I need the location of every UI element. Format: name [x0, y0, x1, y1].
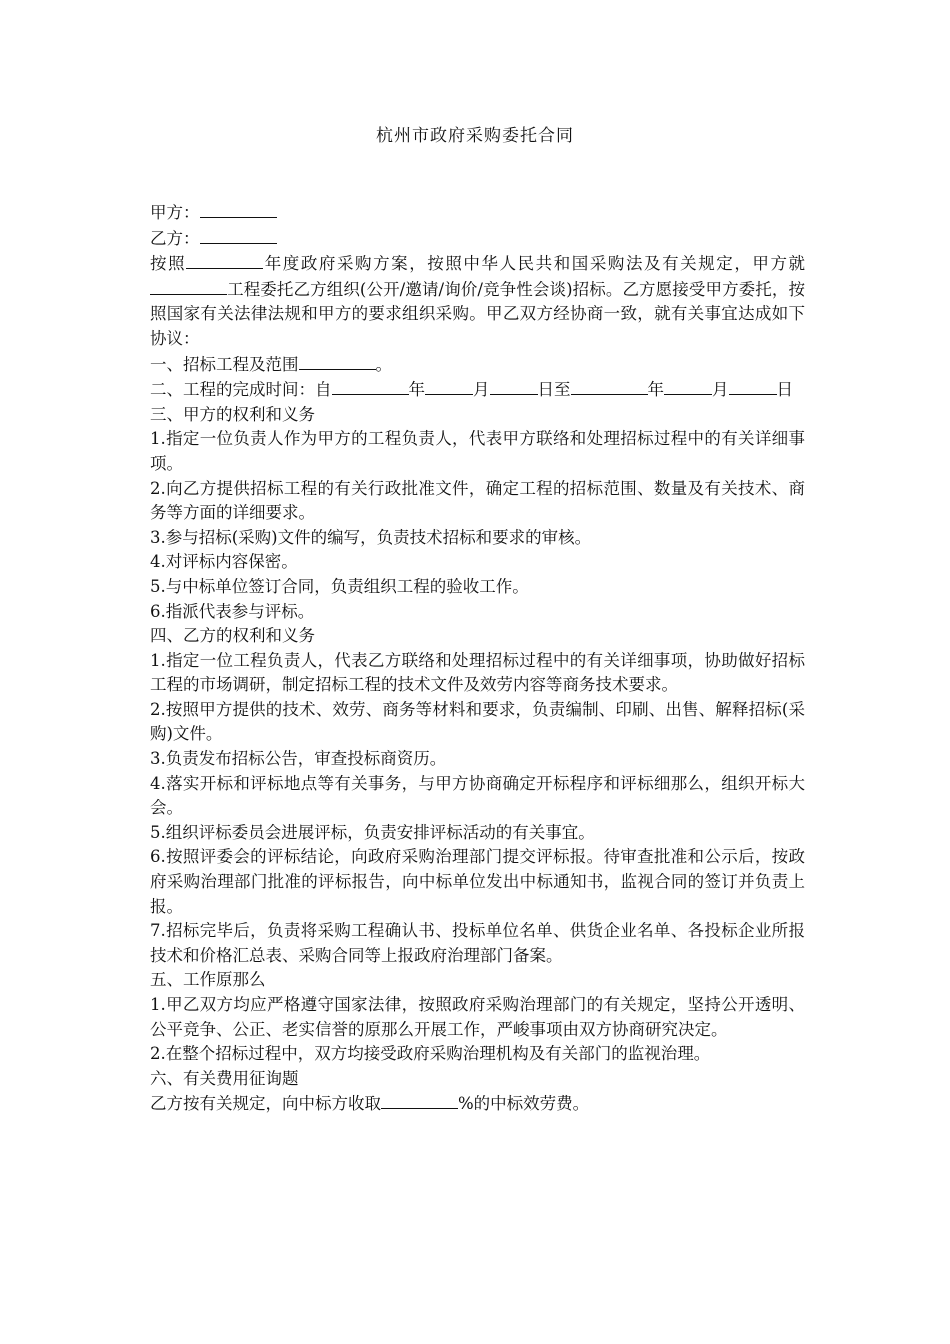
end-month-blank	[664, 377, 712, 395]
start-month-blank	[425, 377, 473, 395]
intro-paragraph	[150, 251, 805, 351]
section6-heading: 六、有关费用征询题	[150, 1068, 299, 1088]
fee-suffix: %的中标效劳费。	[458, 1094, 590, 1114]
fee-line	[150, 1091, 805, 1117]
section5-item: 1.甲乙双方均应严格遵守国家法律，按照政府采购治理部门的有关规定，坚持公开透明、公平竞争、公正、老实信誉的原那么开展工作，严峻事项由双方协商研究决定。	[150, 995, 805, 1039]
section5-item: 2.在整个招标过程中，双方均接受政府采购治理机构及有关部门的监视治理。	[150, 1044, 711, 1064]
start-day-blank	[490, 377, 538, 395]
section1-end: 。	[375, 354, 392, 374]
section3-item: 3.参与招标(采购)文件的编写，负责技术招标和要求的审核。	[150, 527, 592, 547]
section4-item: 4.落实开标和评标地点等有关事务，与甲方协商确定开标程序和评标细那么，组织开标大会。	[150, 773, 805, 818]
section3-heading: 三、甲方的权利和义务	[150, 404, 315, 424]
end-year-label: 年	[647, 380, 664, 400]
section4-item: 7.招标完毕后，负责将采购工程确认书、投标单位名单、供货企业名单、各投标企业所报技术和价格汇总表、采购合同等上报政府治理部门备案。	[150, 921, 805, 965]
start-month-label: 月	[473, 380, 490, 400]
section3-item: 4.对评标内容保密。	[150, 552, 298, 572]
section3-item: 2.向乙方提供招标工程的有关行政批准文件，确定工程的招标范围、数量及有关技术、商务等方面的详细要求。	[150, 478, 805, 523]
section4-item: 5.组织评标委员会进展评标，负责安排评标活动的有关事宜。	[150, 822, 595, 842]
section1-line	[150, 352, 805, 378]
year-blank	[186, 251, 263, 269]
section3-item: 6.指派代表参与评标。	[150, 601, 315, 621]
party-b-blank	[200, 226, 277, 244]
document-body	[150, 200, 805, 1117]
day-to-label: 日至	[537, 380, 571, 400]
section4-heading: 四、乙方的权利和义务	[150, 626, 315, 646]
party-a-label: 甲方：	[150, 203, 200, 222]
end-day-label: 日	[776, 380, 793, 400]
party-a-blank	[200, 200, 277, 218]
section4-item: 3.负责发布招标公告，审查投标商资历。	[150, 749, 447, 769]
party-a-line	[150, 200, 805, 226]
section5-heading: 五、工作原那么	[150, 970, 266, 990]
scope-blank	[299, 352, 376, 370]
end-day-blank	[729, 377, 777, 395]
end-month-label: 月	[712, 380, 729, 400]
document-title: 杭州市政府采购委托合同	[376, 126, 574, 146]
fee-percent-blank	[381, 1091, 458, 1109]
section3-item: 5.与中标单位签订合同，负责组织工程的验收工作。	[150, 576, 529, 596]
intro-part-1: 按照	[150, 254, 187, 274]
intro-part-2: 年度政府采购方案，按照中华人民共和国采购法及有关规定，甲方就	[263, 254, 805, 274]
start-year-label: 年	[408, 380, 425, 400]
section4-item: 1.指定一位工程负责人，代表乙方联络和处理招标过程中的有关详细事项，协助做好招标工程的市场调研，制定招标工程的技术文件及效劳内容等商务技术要求。	[150, 650, 805, 695]
start-year-blank	[332, 377, 409, 395]
end-year-blank	[571, 377, 648, 395]
project-blank	[150, 277, 227, 295]
section4-item: 2.按照甲方提供的技术、效劳、商务等材料和要求，负责编制、印刷、出售、解释招标(采购)文件。	[150, 699, 805, 744]
party-b-label: 乙方：	[150, 228, 200, 248]
section4-item: 6.按照评委会的评标结论，向政府采购治理部门提交评标报。待审查批准和公示后，按政府采购治理部门批准的评标报告，向中标单位发出中标通知书，监视合同的签订并负责上报。	[150, 847, 805, 916]
section2-line	[150, 377, 805, 403]
party-b-line	[150, 226, 805, 252]
section1-text: 一、招标工程及范围	[150, 354, 299, 374]
fee-prefix: 乙方按有关规定，向中标方收取	[150, 1094, 381, 1114]
intro-part-3: 工程委托乙方组织(公开/邀请/询价/竞争性会谈)招标。乙方愿接受甲方委托，按照国家有关法律法规和甲方的要求组织采购。甲乙双方经协商一致，就有关事宜达成如下协议：	[150, 279, 805, 348]
section2-text: 二、工程的完成时间：自	[150, 380, 332, 400]
section3-item: 1.指定一位负责人作为甲方的工程负责人，代表甲方联络和处理招标过程中的有关详细事项。	[150, 429, 805, 473]
